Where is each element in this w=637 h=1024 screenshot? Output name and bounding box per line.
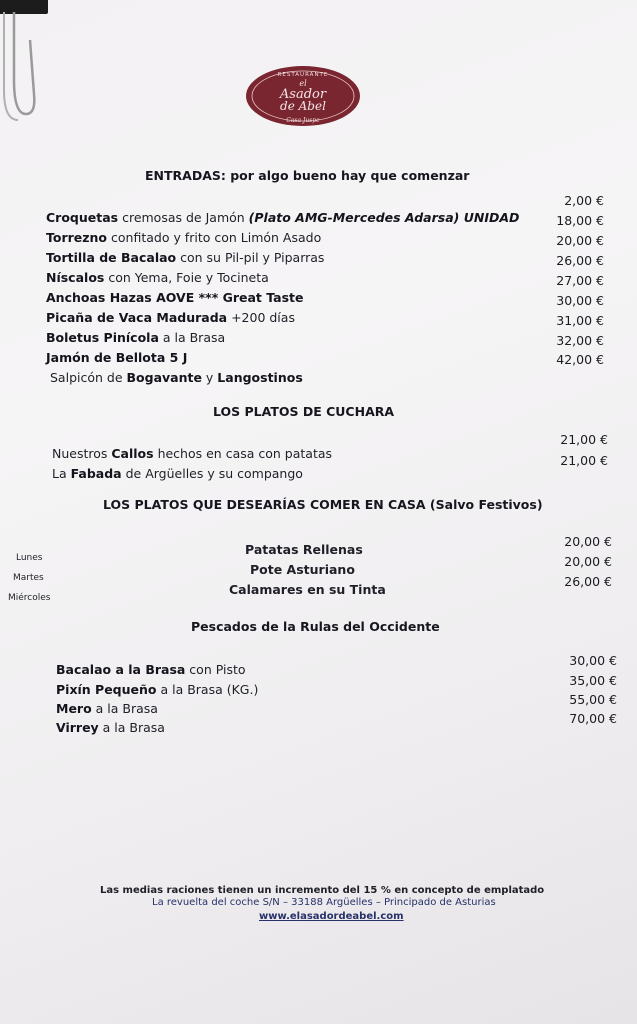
price: 2,00 € <box>564 193 604 208</box>
price: 70,00 € <box>569 711 617 726</box>
pescados-item: Bacalao a la Brasa con Pisto <box>56 662 246 677</box>
pescados-item: Mero a la Brasa <box>56 701 158 716</box>
day-label: Lunes <box>16 553 43 563</box>
logo-arc-bottom: Casa Juspe <box>286 117 320 124</box>
price: 55,00 € <box>569 692 617 707</box>
price: 30,00 € <box>569 653 617 668</box>
entradas-title: ENTRADAS: por algo bueno hay que comenzar <box>145 168 470 183</box>
logo-line2: Asador <box>279 87 327 102</box>
casa-item: Pote Asturiano <box>250 562 355 577</box>
footer-website-link[interactable]: www.elasadordeabel.com <box>259 911 404 922</box>
price: 21,00 € <box>560 432 608 447</box>
restaurant-logo <box>244 64 362 128</box>
logo-line1: el <box>299 79 307 88</box>
logo-line3: de Abel <box>280 99 326 113</box>
price: 21,00 € <box>560 453 608 468</box>
casa-item: Patatas Rellenas <box>245 542 363 557</box>
price: 20,00 € <box>556 233 604 248</box>
entradas-item-anchoas: Anchoas Hazas AOVE *** Great Taste <box>46 290 304 305</box>
price: 20,00 € <box>564 554 612 569</box>
price: 27,00 € <box>556 273 604 288</box>
pescados-item: Virrey a la Brasa <box>56 720 165 735</box>
day-label: Miércoles <box>8 593 51 603</box>
price: 35,00 € <box>569 673 617 688</box>
cuchara-title: LOS PLATOS DE CUCHARA <box>213 404 395 419</box>
price: 42,00 € <box>556 352 604 367</box>
entradas-item-croquetas: Croquetas cremosas de Jamón (Plato AMG-Mercedes Adarsa) UNIDAD <box>46 210 520 225</box>
price: 30,00 € <box>556 293 604 308</box>
price: 32,00 € <box>556 333 604 348</box>
entradas-item-torrezno: Torrezno confitado y frito con Limón Asado <box>46 230 322 245</box>
binder-clip-wire <box>0 10 40 122</box>
casa-title: LOS PLATOS QUE DESEARÍAS COMER EN CASA (Salvo Festivos) <box>103 497 543 512</box>
logo-arc-top: RESTAURANTE <box>277 72 329 78</box>
footer-address: La revuelta del coche S/N – 33188 Argüelles – Principado de Asturias <box>152 897 496 908</box>
entradas-item-jamon: Jamón de Bellota 5 J <box>46 350 188 365</box>
entradas-item-picana: Picaña de Vaca Madurada +200 días <box>46 310 295 325</box>
day-label: Martes <box>13 573 44 583</box>
entradas-item-niscalos: Níscalos con Yema, Foie y Tocineta <box>46 270 269 285</box>
cuchara-item-fabada: La Fabada de Argüelles y su compango <box>52 466 303 481</box>
price: 26,00 € <box>556 253 604 268</box>
pescados-item: Pixín Pequeño a la Brasa (KG.) <box>56 682 259 697</box>
footer-note: Las medias raciones tienen un incremento del 15 % en concepto de emplatado <box>100 885 545 896</box>
cuchara-item-callos: Nuestros Callos hechos en casa con patatas <box>52 446 333 461</box>
price: 31,00 € <box>556 313 604 328</box>
pescados-title: Pescados de la Rulas del Occidente <box>191 619 440 634</box>
entradas-item-salpicon: Salpicón de Bogavante y Langostinos <box>50 370 303 385</box>
entradas-item-boletus: Boletus Pinícola a la Brasa <box>46 330 226 345</box>
price: 18,00 € <box>556 213 604 228</box>
price: 20,00 € <box>564 534 612 549</box>
entradas-item-tortilla: Tortilla de Bacalao con su Pil-pil y Piparras <box>46 250 325 265</box>
price: 26,00 € <box>564 574 612 589</box>
casa-item: Calamares en su Tinta <box>229 582 386 597</box>
